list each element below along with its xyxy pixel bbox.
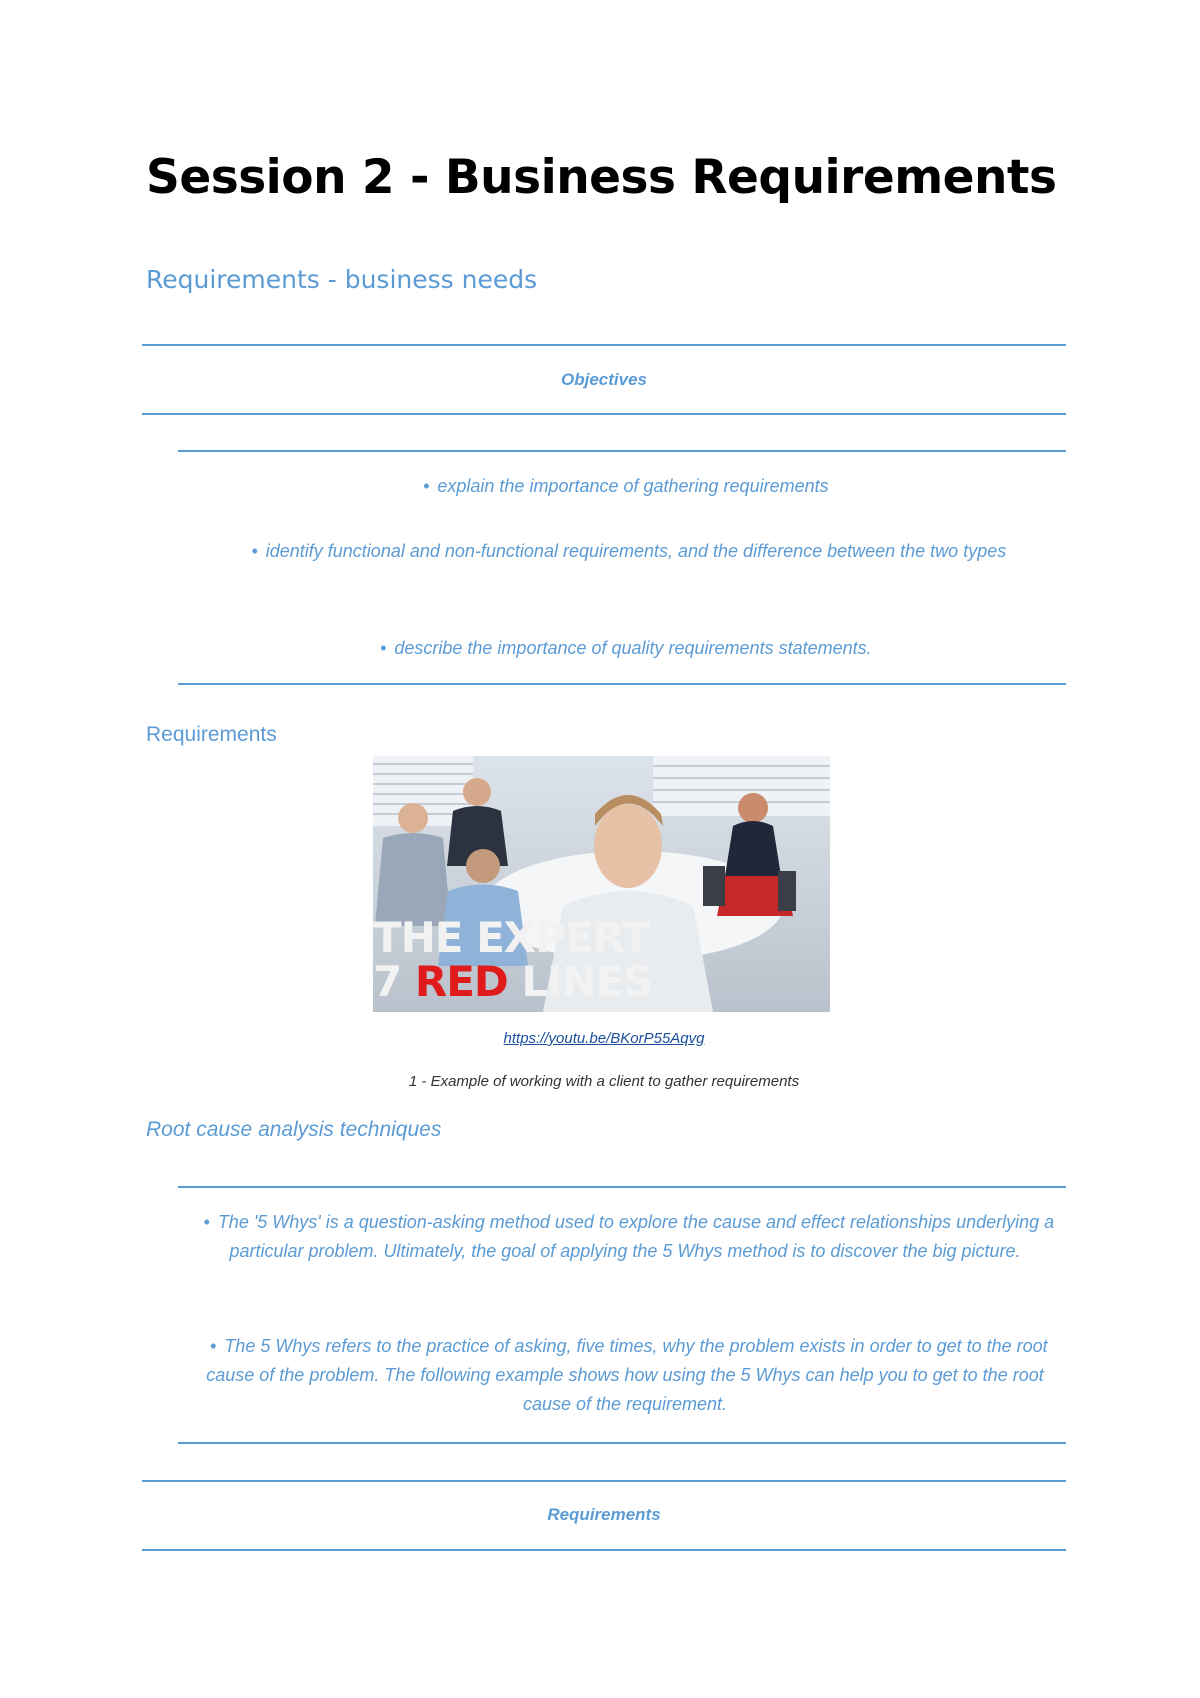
bullet-icon: •	[210, 1336, 217, 1356]
objective-bullet: • identify functional and non-functional requirements, and the difference between the two types	[200, 537, 1050, 566]
page-subtitle: Requirements - business needs	[146, 265, 538, 294]
video-thumbnail[interactable]	[373, 756, 830, 1012]
requirements-heading: Requirements	[146, 723, 277, 746]
video-link[interactable]: https://youtu.be/BKorP55Aqvg	[503, 1030, 705, 1047]
requirements-box-bottom-rule	[142, 1549, 1066, 1551]
objectives-label: Objectives	[561, 370, 647, 389]
root-cause-heading: Root cause analysis techniques	[146, 1118, 442, 1141]
objective-bullet: • describe the importance of quality requirements statements.	[178, 634, 1066, 663]
objective-bullet: • explain the importance of gathering requirements	[178, 472, 1066, 501]
requirements-box-label: Requirements	[547, 1505, 661, 1524]
root-cause-bullet: • The '5 Whys' is a question-asking method used to explore the cause and effect relationships underlying a particular problem. Ultimately, the goal of applying the 5 Whys method is to discover the big picture.	[190, 1208, 1060, 1266]
figure-caption: 1 - Example of working with a client to gather requirements	[408, 1073, 800, 1090]
objectives-top-rule	[142, 344, 1066, 346]
page-title: Session 2 - Business Requirements	[146, 150, 1057, 205]
video-title-line2: 7 RED LINES	[373, 957, 653, 1006]
bullet-icon: •	[380, 638, 387, 658]
root-cause-top-rule	[178, 1186, 1066, 1188]
video-title-line1: THE EXPERT	[373, 913, 650, 962]
root-cause-bottom-rule	[178, 1442, 1066, 1444]
bullet-icon: •	[203, 1212, 210, 1232]
requirements-box-top-rule	[142, 1480, 1066, 1482]
bullet-icon: •	[423, 476, 430, 496]
bullet-icon: •	[251, 541, 258, 561]
objectives-bottom-rule	[142, 413, 1066, 415]
video-title-overlay	[373, 913, 653, 1006]
objectives-list-bottom-rule	[178, 683, 1066, 685]
root-cause-bullet: • The 5 Whys refers to the practice of asking, five times, why the problem exists in order to get to the root cause of the problem. The following example shows how using the 5 Whys can help you to get to the root cause of the requirement.	[190, 1332, 1060, 1419]
objectives-list-top-rule	[178, 450, 1066, 452]
